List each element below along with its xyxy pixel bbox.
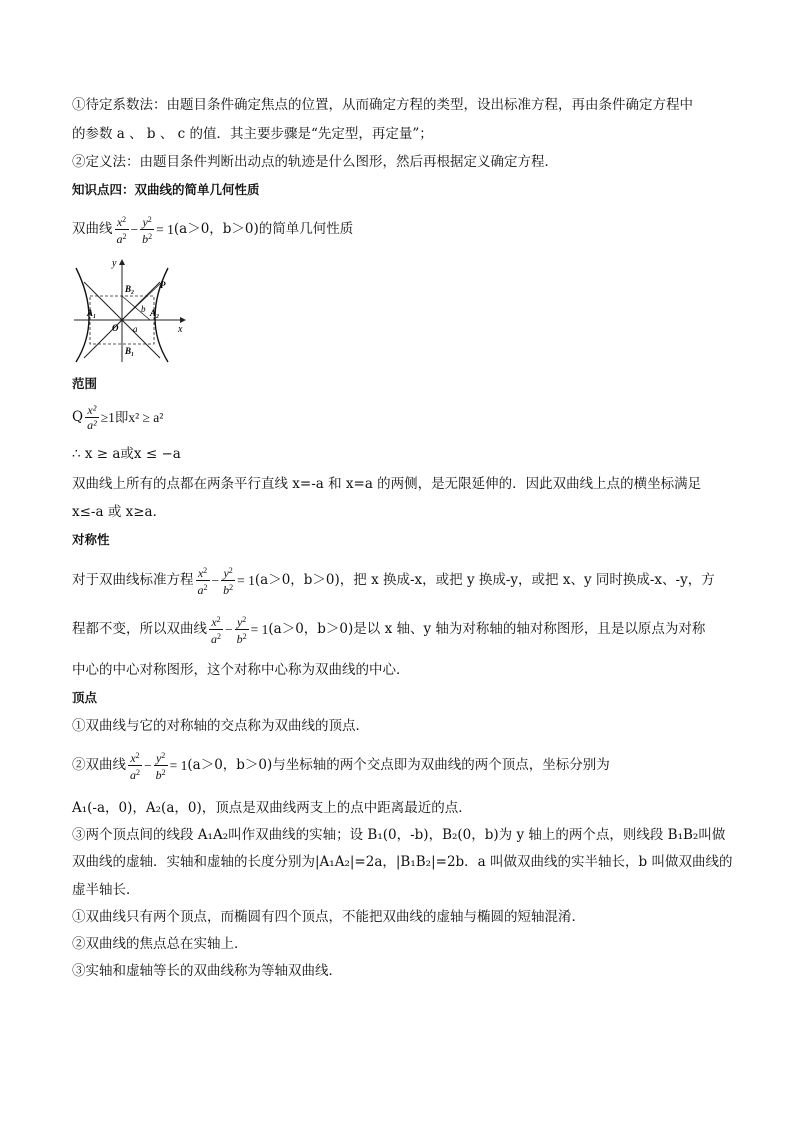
y-axis-arrow bbox=[119, 259, 125, 265]
label-a: a bbox=[133, 324, 138, 334]
label-y: y bbox=[112, 258, 117, 269]
note-1: ①双曲线只有两个顶点，而椭圆有四个顶点，不能把双曲线的虚轴与椭圆的短轴混淆． bbox=[72, 909, 585, 925]
symmetry-line-1: 对于双曲线标准方程 $\frac{x^2}{a^2}$ − $\frac{y^2}{b^2}$ = 1(a＞0，b＞0)，把 x 换成-x，或把 y 换成-y，或把 x、y 同时换成-x、-y，方 bbox=[72, 563, 734, 598]
fraction-x2-a2: $\frac{x^2}{a^2}$ bbox=[116, 215, 127, 246]
intro-prefix: 双曲线 bbox=[72, 221, 113, 237]
fraction-y2-b2: $\frac{y^2}{b^2}$ bbox=[223, 566, 234, 597]
label-b2: B₂ bbox=[125, 284, 135, 294]
symmetry-l1-prefix: 对于双曲线标准方程 bbox=[72, 572, 194, 588]
vertex-p3-line-2: 双曲线的虚轴．实轴和虚轴的长度分别为|A₁A₂|=2a，|B₁B₂|=2b．a 叫做双曲线的实半轴长，b 叫做双曲线的 bbox=[72, 854, 733, 870]
equation-rhs: = 1 bbox=[237, 572, 255, 588]
vertex-p2-suffix: (a＞0，b＞0)与坐标轴的两个交点即为双曲线的两个顶点，坐标分别为 bbox=[187, 757, 610, 773]
method2-line: ②定义法：由题目条件判断出动点的轨迹是什么图形，然后再根据定义确定方程． bbox=[72, 154, 558, 170]
label-b: b bbox=[141, 304, 146, 314]
fraction-y2-b2: $\frac{y^2}{b^2}$ bbox=[142, 215, 153, 246]
label-o: O bbox=[112, 323, 119, 333]
note-3: ③实轴和虚轴等长的双曲线称为等轴双曲线． bbox=[72, 963, 342, 979]
vertex-heading: 顶点 bbox=[72, 690, 98, 705]
hyperbola-figure bbox=[72, 254, 192, 364]
label-a2: A₂ bbox=[150, 308, 160, 318]
label-b1: B₁ bbox=[125, 346, 135, 356]
vertex-p2-prefix: ②双曲线 bbox=[72, 757, 126, 773]
symmetry-l2-suffix: (a＞0，b＞0)是以 x 轴、y 轴为对称轴的轴对称图形，且是以原点为对称 bbox=[268, 621, 706, 637]
equation-rhs: = 1 bbox=[169, 757, 188, 773]
vertex-p2-line: ②双曲线 $\frac{x^2}{a^2}$ − $\frac{y^2}{b^2}$ = 1(a＞0，b＞0)与坐标轴的两个交点即为双曲线的两个顶点，坐标分别为 bbox=[72, 748, 734, 783]
symmetry-line-2: 程都不变，所以双曲线 $\frac{x^2}{a^2}$ − $\frac{y^2}{b^2}$ = 1(a＞0，b＞0)是以 x 轴、y 轴为对称轴的轴对称图形，且是以原点为对称 bbox=[72, 612, 734, 647]
x-axis-arrow bbox=[180, 317, 186, 323]
equation-rhs: = 1 bbox=[156, 221, 174, 237]
fraction-y2-b2: $\frac{y^2}{b^2}$ bbox=[236, 615, 247, 646]
range-text-1: 双曲线上所有的点都在两条平行直线 x=-a 和 x=a 的两侧，是无限延伸的．因此双曲线上点的横坐标满足 bbox=[72, 476, 702, 492]
fraction-x2-a2: $\frac{x^2}{a^2}$ bbox=[130, 751, 140, 782]
label-a1: A₁ bbox=[87, 308, 97, 318]
intro-suffix: (a＞0，b＞0)的简单几何性质 bbox=[173, 221, 354, 237]
symmetry-l2-prefix: 程都不变，所以双曲线 bbox=[72, 621, 207, 637]
symmetry-l1-suffix: (a＞0，b＞0)，把 x 换成-x，或把 y 换成-y，或把 x、y 同时换成-x、-y，方 bbox=[254, 572, 715, 588]
label-p: P bbox=[160, 280, 166, 290]
vertex-p3-line-1: ③两个顶点间的线段 A₁A₂叫作双曲线的实轴；设 B₁(0，-b)，B₂(0，b)为 y 轴上的两个点，则线段 B₁B₂叫做 bbox=[72, 827, 726, 843]
label-x: x bbox=[178, 324, 183, 335]
symmetry-heading: 对称性 bbox=[72, 532, 110, 547]
fraction-x2-a2: $\frac{x^2}{a^2}$ bbox=[197, 566, 208, 597]
method1-line2: 的参数 a 、 b 、 c 的值．其主要步骤是“先定型，再定量”； bbox=[72, 126, 433, 142]
section-heading-4: 知识点四：双曲线的简单几何性质 bbox=[72, 182, 260, 197]
equation-rhs: = 1 bbox=[250, 621, 269, 637]
q-fraction: $\frac{\text{x²}}{\text{a²}}$ bbox=[87, 403, 97, 432]
method1-line1: ①待定系数法：由题目条件确定焦点的位置，从而确定方程的类型，设出标准方程，再由条件确定方程中 bbox=[72, 97, 693, 113]
q-inequality: ≥1即x² ≥ a² bbox=[100, 409, 164, 425]
range-q-line bbox=[72, 400, 734, 435]
symmetry-line-3: 中心的中心对称图形，这个对称中心称为双曲线的中心． bbox=[72, 662, 410, 678]
vertex-coords: A₁(-a，0)，A₂(a，0)，顶点是双曲线两支上的点中距离最近的点． bbox=[72, 800, 472, 816]
note-2: ②双曲线的焦点总在实轴上． bbox=[72, 936, 248, 952]
vertex-p3-line-3: 虚半轴长． bbox=[72, 882, 140, 898]
range-text-2: x≤-a 或 x≥a． bbox=[72, 504, 167, 520]
range-therefore: ∴ x ≥ a或x ≤ −a bbox=[72, 446, 181, 462]
intro-line: 双曲线 $\frac{x^2}{a^2}$ − $\frac{y^2}{b^2}$ = 1(a＞0，b＞0)的简单几何性质 bbox=[72, 212, 734, 247]
vertex-p1: ①双曲线与它的对称轴的交点称为双曲线的顶点． bbox=[72, 718, 369, 734]
fraction-x2-a2: $\frac{x^2}{a^2}$ bbox=[211, 615, 221, 646]
q-symbol: Q bbox=[72, 409, 84, 425]
fraction-y2-b2: $\frac{y^2}{b^2}$ bbox=[155, 751, 166, 782]
range-heading: 范围 bbox=[72, 376, 98, 391]
